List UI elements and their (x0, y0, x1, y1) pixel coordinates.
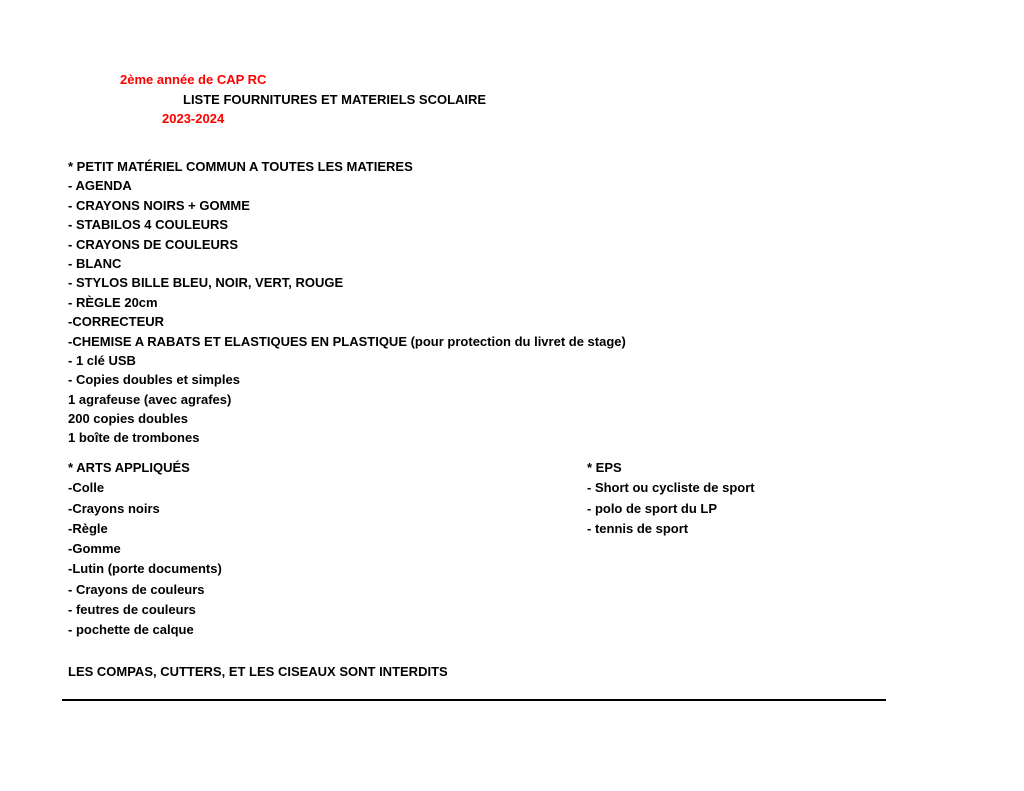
list-item: 1 agrafeuse (avec agrafes) (68, 391, 232, 407)
list-item: - 1 clé USB (68, 352, 136, 368)
list-item: -Colle (68, 480, 105, 496)
list-title: LISTE FOURNITURES ET MATERIELS SCOLAIRE (183, 92, 487, 107)
list-item: -Règle (68, 520, 108, 536)
list-item: -Gomme (68, 541, 121, 557)
list-item: -CHEMISE A RABATS ET ELASTIQUES EN PLASTIQUE (pour protection du livret de stage) (68, 333, 626, 349)
list-item: - tennis de sport (587, 520, 689, 536)
list-item: - AGENDA (68, 178, 132, 194)
forbidden-items-notice: LES COMPAS, CUTTERS, ET LES CISEAUX SONT INTERDITS (68, 664, 448, 679)
list-item: - Short ou cycliste de sport (587, 480, 755, 496)
list-item: -CORRECTEUR (68, 314, 165, 330)
common-supplies-heading: * PETIT MATÉRIEL COMMUN A TOUTES LES MATIERES (68, 159, 413, 174)
list-item: - STABILOS 4 COULEURS (68, 217, 229, 233)
list-item: - polo de sport du LP (587, 500, 717, 516)
list-item: - BLANC (68, 255, 122, 271)
list-item: 1 boîte de trombones (68, 430, 200, 446)
list-item: - feutres de couleurs (68, 602, 196, 618)
eps-heading: * EPS (587, 460, 622, 475)
list-item: - STYLOS BILLE BLEU, NOIR, VERT, ROUGE (68, 275, 344, 291)
list-item: 200 copies doubles (68, 411, 188, 427)
eps-section (587, 460, 755, 541)
list-item: - pochette de calque (68, 622, 194, 638)
list-item: -Lutin (porte documents) (68, 561, 222, 577)
list-item: - CRAYONS NOIRS + GOMME (68, 197, 250, 213)
list-item: - Copies doubles et simples (68, 372, 240, 388)
list-item: - CRAYONS DE COULEURS (68, 236, 238, 252)
list-item: -Crayons noirs (68, 500, 160, 516)
common-supplies-section (68, 159, 626, 450)
list-item: - Crayons de couleurs (68, 581, 205, 597)
school-year: 2023-2024 (162, 111, 225, 126)
bottom-divider (62, 699, 886, 701)
arts-heading: * ARTS APPLIQUÉS (68, 460, 190, 475)
list-item: - RÈGLE 20cm (68, 294, 158, 310)
arts-section (68, 460, 222, 643)
class-label: 2ème année de CAP RC (120, 72, 267, 87)
